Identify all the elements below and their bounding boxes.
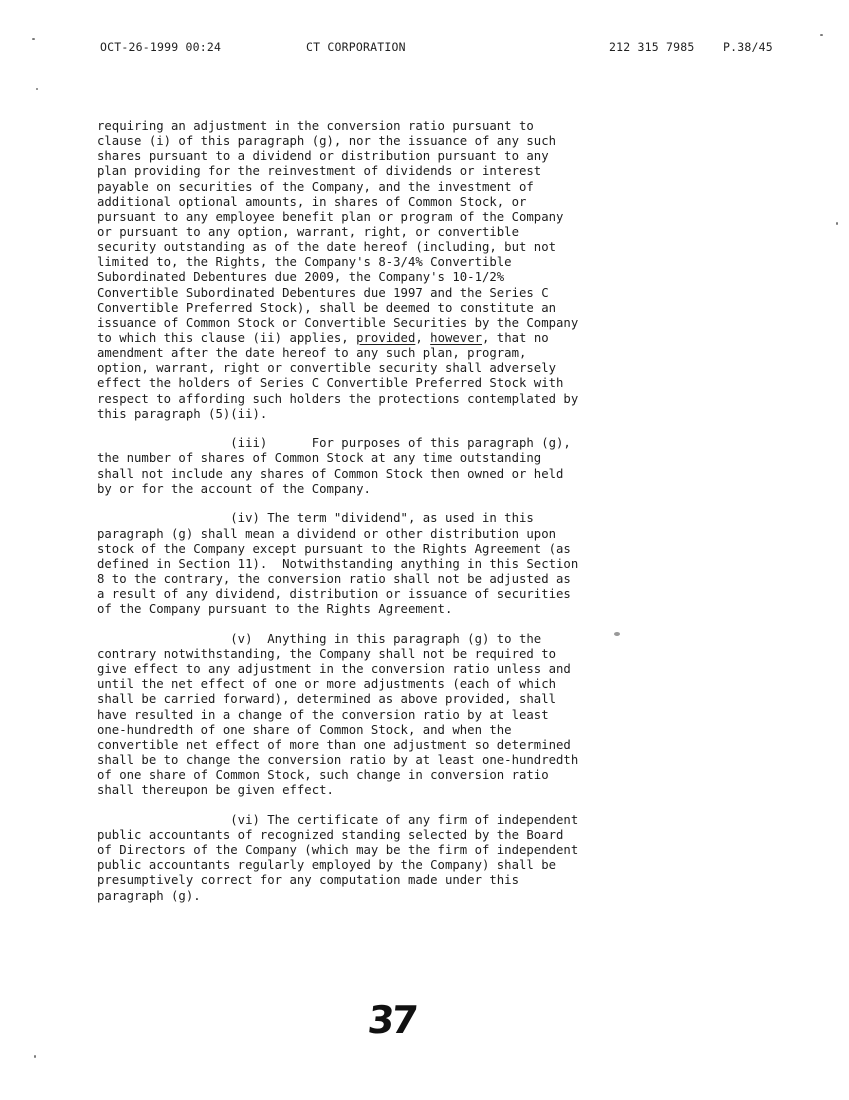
scan-speck [36,88,38,90]
text-line: public accountants of recognized standing selected by the Board [97,828,564,843]
text-segment: to which this clause (ii) applies, [97,330,357,345]
scan-speck [32,38,35,40]
scan-speck [614,632,620,636]
text-line: additional optional amounts, in shares of Common Stock, or [97,194,527,209]
scan-speck [34,1055,36,1058]
text-line: public accountants regularly employed by the Company) shall be [97,858,557,873]
text-line: pursuant to any employee benefit plan or program of the Company [97,209,564,224]
text-line: shall be carried forward), determined as above provided, shall [97,692,557,707]
text-line: respect to affording such holders the protections contemplated by [97,391,579,406]
paragraph-continued [97,119,737,422]
text-line: payable on securities of the Company, and the investment of [97,179,534,194]
text-line: contrary notwithstanding, the Company shall not be required to [97,647,557,661]
text-line: have resulted in a change of the conversion ratio by at least [97,707,549,722]
text-line: plan providing for the reinvestment of dividends or interest [97,164,542,179]
text-line: limited to, the Rights, the Company's 8-3/4% Convertible [97,255,512,270]
scan-speck [836,222,838,225]
paragraph-v [97,632,737,799]
text-line: option, warrant, right or convertible security shall adversely [97,361,557,376]
text-line: of Directors of the Company (which may be the firm of independent [97,843,579,858]
text-line: Convertible Preferred Stock), shall be deemed to constitute an [97,300,557,315]
text-line: defined in Section 11). Notwithstanding anything in this Section [97,556,579,571]
text-line: of one share of Common Stock, such change in conversion ratio [97,768,549,783]
text-line: until the net effect of one or more adjustments (each of which [97,677,557,692]
text-line: clause (i) of this paragraph (g), nor the issuance of any such [97,134,557,149]
fax-date: OCT-26-1999 00:24 [100,40,222,54]
fax-header [100,40,790,56]
text-line-proviso [97,331,737,346]
text-line: (v) Anything in this paragraph (g) to the [97,631,542,646]
text-line: shall thereupon be given effect. [97,783,334,798]
text-line: or pursuant to any option, warrant, right, or convertible [97,224,519,239]
text-line: paragraph (g). [97,888,201,903]
handwritten-page-number: 37 [365,998,418,1042]
text-line: convertible net effect of more than one adjustment so determined [97,737,571,752]
paragraph-iii [97,436,737,497]
text-line: (vi) The certificate of any firm of independent [97,812,579,827]
fax-page-count: P.38/45 [723,40,773,54]
text-line: (iv) The term "dividend", as used in this [97,511,534,526]
text-line: shares pursuant to a dividend or distribution pursuant to any [97,149,549,164]
scan-speck [820,34,823,36]
text-segment: , [415,330,431,345]
text-line: shall be to change the conversion ratio by at least one-hundredth [97,752,579,767]
text-line: a result of any dividend, distribution or issuance of securities [97,587,571,602]
text-line: shall not include any shares of Common Stock then owned or held [97,466,564,481]
text-line: paragraph (g) shall mean a dividend or other distribution upon [97,526,557,541]
underlined-term-however: however [430,330,482,345]
paragraph-vi [97,813,737,904]
text-line: one-hundredth of one share of Common Stock, and when the [97,722,512,737]
document-body [97,119,737,904]
text-line: stock of the Company except pursuant to the Rights Agreement (as [97,541,571,556]
fax-sender: CT CORPORATION [306,40,406,54]
text-line: presumptively correct for any computation made under this [97,873,519,888]
text-line: requiring an adjustment in the conversion ratio pursuant to [97,119,534,133]
text-line: give effect to any adjustment in the conversion ratio unless and [97,662,571,677]
paragraph-iv [97,511,737,617]
text-segment: , that no [482,330,549,345]
text-line: Subordinated Debentures due 2009, the Company's 10-1/2% [97,270,505,285]
text-line: amendment after the date hereof to any such plan, program, [97,346,527,361]
text-line: this paragraph (5)(ii). [97,406,268,421]
text-line: effect the holders of Series C Convertible Preferred Stock with [97,376,564,391]
text-line: the number of shares of Common Stock at any time outstanding [97,451,542,466]
underlined-term-provided: provided [356,330,416,345]
text-line: by or for the account of the Company. [97,481,371,496]
text-line: of the Company pursuant to the Rights Agreement. [97,602,453,617]
text-line: Convertible Subordinated Debentures due 1997 and the Series C [97,285,549,300]
text-line: issuance of Common Stock or Convertible Securities by the Company [97,315,579,330]
text-line: security outstanding as of the date hereof (including, but not [97,240,557,255]
text-line: 8 to the contrary, the conversion ratio shall not be adjusted as [97,571,571,586]
text-line: (iii) For purposes of this paragraph (g), [97,436,571,451]
fax-phone: 212 315 7985 [609,40,695,54]
